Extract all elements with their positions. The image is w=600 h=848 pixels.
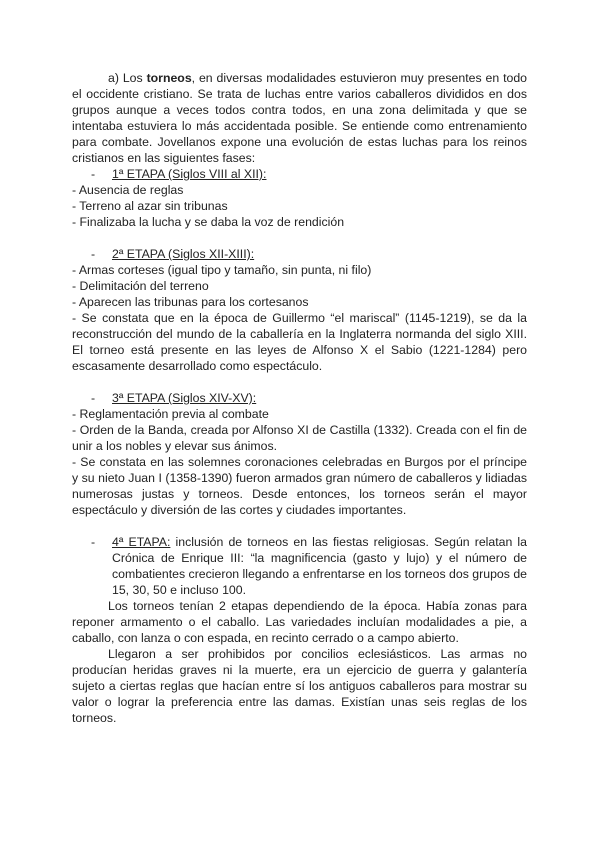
- bullet-dash: -: [91, 391, 96, 405]
- spacer: [72, 230, 527, 246]
- stage1-item: - Terreno al azar sin tribunas: [72, 199, 228, 213]
- bullet-dash: -: [91, 535, 96, 549]
- stage2-heading-line: [72, 246, 527, 262]
- stage2-item: - Armas corteses (igual tipo y tamaño, sin punta, ni filo): [72, 263, 372, 277]
- stage3-paragraph: - Se constata en las solemnes coronaciones celebradas en Burgos por el príncipe y su nieto Juan I (1358-1390) fueron armados gran número de caballeros y lidiadas numerosas justas y torneos. Desde entonces, los torneos serán el mayor espectáculo y diversión de las cortes y ciudades importantes.: [72, 455, 527, 517]
- stage1-item: - Finalizaba la lucha y se daba la voz de rendición: [72, 215, 345, 229]
- stage2-item: - Delimitación del terreno: [72, 279, 209, 293]
- stage4-text: inclusión de torneos en las fiestas religiosas. Según relatan la Crónica de Enrique III: “la magnificencia (gasto y lujo) y el número de combatientes crecieron llegando a enfrentarse en los torneos dos grupos de 15, 30, 50 e incluso 100.: [112, 535, 527, 597]
- stage4-block: [72, 534, 527, 598]
- stage3-heading: 3ª ETAPA (Siglos XIV-XV):: [112, 391, 257, 405]
- stage2-heading: 2ª ETAPA (Siglos XII-XIII):: [112, 247, 255, 261]
- stage1-heading-line: [72, 166, 527, 182]
- bullet-dash: -: [91, 167, 96, 181]
- bullet-dash: -: [91, 247, 96, 261]
- spacer: [72, 518, 527, 534]
- spacer: [72, 374, 527, 390]
- intro-paragraph: [72, 70, 527, 166]
- closing-paragraph: Los torneos tenían 2 etapas dependiendo de la época. Había zonas para reponer armamento o el caballo. Las variedades incluían modalidades a pie, a caballo, con lanza o con espada, en recinto cerrado o a campo abierto.: [72, 599, 527, 645]
- stage3-item: - Reglamentación previa al combate: [72, 407, 269, 421]
- intro-text: , en diversas modalidades estuvieron muy presentes en todo el occidente cristiano. Se trata de luchas entre varios caballeros divididos en dos grupos aunque a veces todos contra todos, en una zona delimitada y que se intentaba estuviera lo más accidentada posible. Se entiende como entrenamiento para combate. Jovellanos expone una evolución de estas luchas para los reinos cristianos en las siguientes fases:: [72, 71, 528, 165]
- stage1-heading: 1ª ETAPA (Siglos VIII al XII):: [112, 167, 267, 181]
- closing-paragraph: Llegaron a ser prohibidos por concilios eclesiásticos. Las armas no producían heridas graves ni la muerte, era un ejercicio de guerra y galantería sujeto a ciertas reglas que hacían entre sí los antiguos caballeros para mostrar su valor o lograr la preferencia entre las damas. Existían unas seis reglas de los torneos.: [72, 647, 527, 725]
- intro-prefix: a) Los: [108, 71, 147, 85]
- stage2-paragraph: - Se constata que en la época de Guillermo “el mariscal” (1145-1219), se da la reconstrucción del mundo de la caballería en la Inglaterra normanda del siglo XIII. El torneo está presente en las leyes de Alfonso X el Sabio (1221-1284) pero escasamente desarrollado como espectáculo.: [72, 311, 527, 373]
- stage2-item: - Aparecen las tribunas para los cortesanos: [72, 295, 309, 309]
- stage3-paragraph: - Orden de la Banda, creada por Alfonso XI de Castilla (1332). Creada con el fin de unir a los nobles y elevar sus ánimos.: [72, 423, 527, 453]
- stage1-item: - Ausencia de reglas: [72, 183, 184, 197]
- stage3-heading-line: [72, 390, 527, 406]
- document-body: [72, 70, 527, 726]
- intro-bold-term: torneos: [146, 71, 192, 85]
- stage4-heading: 4ª ETAPA:: [112, 535, 171, 549]
